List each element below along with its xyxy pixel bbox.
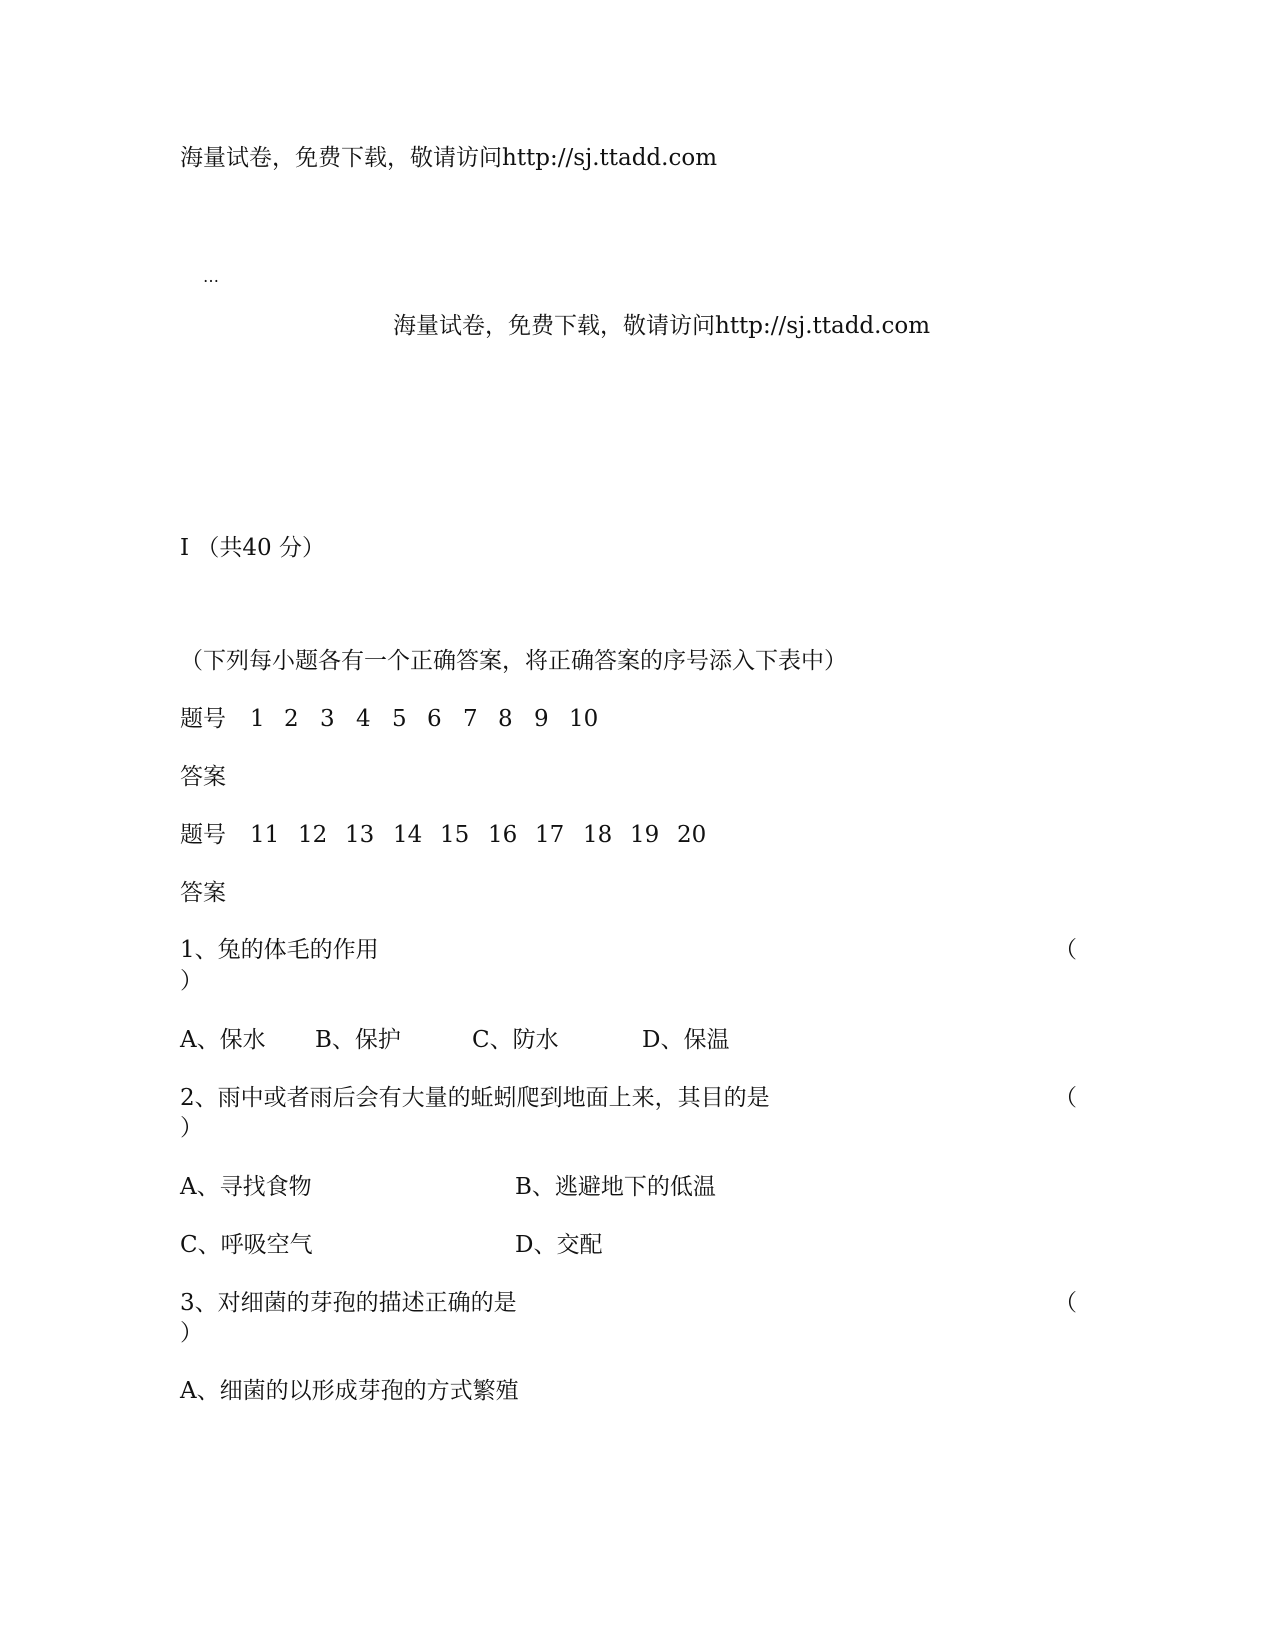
question-1-stem: 1、兔的体毛的作用	[180, 937, 379, 963]
question-number: 5	[392, 706, 407, 732]
question-number: 19	[630, 822, 660, 848]
answer-table-row-2-label: 答案	[180, 764, 226, 790]
question-number: 3	[320, 706, 335, 732]
answer-table-row-1	[180, 704, 680, 734]
row-label: 题号	[180, 822, 226, 848]
answer-table-row-3	[180, 820, 740, 850]
question-1-paren-close: ）	[180, 968, 203, 994]
question-3-stem: 3、对细菌的芽孢的描述正确的是	[180, 1290, 517, 1316]
question-number: 7	[463, 706, 478, 732]
question-1-option-d: D、保温	[642, 1027, 730, 1053]
question-number: 1	[250, 706, 265, 732]
question-number: 10	[569, 706, 599, 732]
question-number: 9	[534, 706, 549, 732]
question-number: 20	[677, 822, 707, 848]
row-label: 题号	[180, 706, 226, 732]
question-number: 8	[498, 706, 513, 732]
question-number: 16	[488, 822, 518, 848]
question-number: 12	[298, 822, 328, 848]
question-3-option-a: A、细菌的以形成芽孢的方式繁殖	[180, 1378, 519, 1404]
question-2-stem: 2、雨中或者雨后会有大量的蚯蚓爬到地面上来，其目的是	[180, 1085, 770, 1111]
question-2-paren-close: ）	[180, 1115, 203, 1141]
question-number: 4	[356, 706, 371, 732]
watermark-top: 海量试卷，免费下载，敬请访问http://sj.ttadd.com	[180, 145, 718, 171]
question-3-paren-open: （	[1054, 1290, 1077, 1316]
question-1-paren-open: （	[1054, 937, 1077, 963]
section-title: I （共40 分）	[180, 535, 325, 561]
question-number: 15	[440, 822, 470, 848]
question-number: 17	[535, 822, 565, 848]
question-number: 6	[427, 706, 442, 732]
question-number: 11	[250, 822, 280, 848]
question-1-option-a: A、保水	[180, 1027, 266, 1053]
question-number: 2	[284, 706, 299, 732]
watermark-center: 海量试卷，免费下载，敬请访问http://sj.ttadd.com	[393, 313, 931, 339]
section-instruction: （下列每小题各有一个正确答案，将正确答案的序号添入下表中）	[180, 648, 847, 674]
question-2-option-d: D、交配	[515, 1232, 603, 1258]
question-number: 13	[345, 822, 375, 848]
question-2-option-b: B、逃避地下的低温	[515, 1174, 716, 1200]
question-2-paren-open: （	[1054, 1085, 1077, 1111]
ellipsis: …	[203, 267, 219, 286]
question-1-option-c: C、防水	[472, 1027, 559, 1053]
question-2-option-c: C、呼吸空气	[180, 1232, 313, 1258]
question-1-option-b: B、保护	[315, 1027, 401, 1053]
question-3-paren-close: ）	[180, 1320, 203, 1346]
question-2-option-a: A、寻找食物	[180, 1174, 312, 1200]
question-number: 18	[583, 822, 613, 848]
answer-table-row-4-label: 答案	[180, 880, 226, 906]
question-number: 14	[393, 822, 423, 848]
